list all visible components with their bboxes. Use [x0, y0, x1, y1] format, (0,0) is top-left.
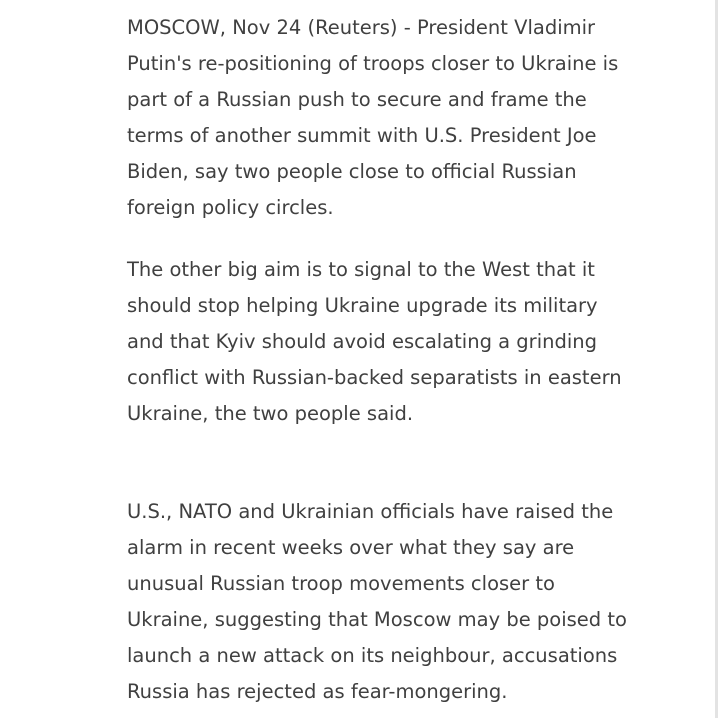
article-paragraph-1 [127, 10, 617, 226]
text-line: and that Kyiv should avoid escalating a grinding [127, 330, 598, 353]
article-body [127, 10, 627, 710]
text-line: MOSCOW, Nov 24 (Reuters) - President Vladimir [127, 16, 596, 39]
text-line: foreign policy circles. [127, 196, 334, 219]
text-line: Russia has rejected as fear-mongering. [127, 680, 508, 703]
text-line: Ukraine, the two people said. [127, 402, 414, 425]
article-paragraph-3 [127, 494, 627, 710]
text-line: The other big aim is to signal to the West that it [127, 258, 595, 281]
text-line: conflict with Russian-backed separatists in eastern [127, 366, 622, 389]
text-line: alarm in recent weeks over what they say are [127, 536, 575, 559]
article-paragraph-2 [127, 252, 622, 432]
text-line: part of a Russian push to secure and frame the [127, 88, 587, 111]
text-line: Putin's re-positioning of troops closer to Ukraine is [127, 52, 619, 75]
text-line: unusual Russian troop movements closer to [127, 572, 555, 595]
text-line: should stop helping Ukraine upgrade its military [127, 294, 598, 317]
text-line: launch a new attack on its neighbour, accusations [127, 644, 618, 667]
text-line: U.S., NATO and Ukrainian officials have raised the [127, 500, 614, 523]
text-line: terms of another summit with U.S. President Joe [127, 124, 597, 147]
text-line: Biden, say two people close to official Russian [127, 160, 577, 183]
text-line: Ukraine, suggesting that Moscow may be poised to [127, 608, 627, 631]
